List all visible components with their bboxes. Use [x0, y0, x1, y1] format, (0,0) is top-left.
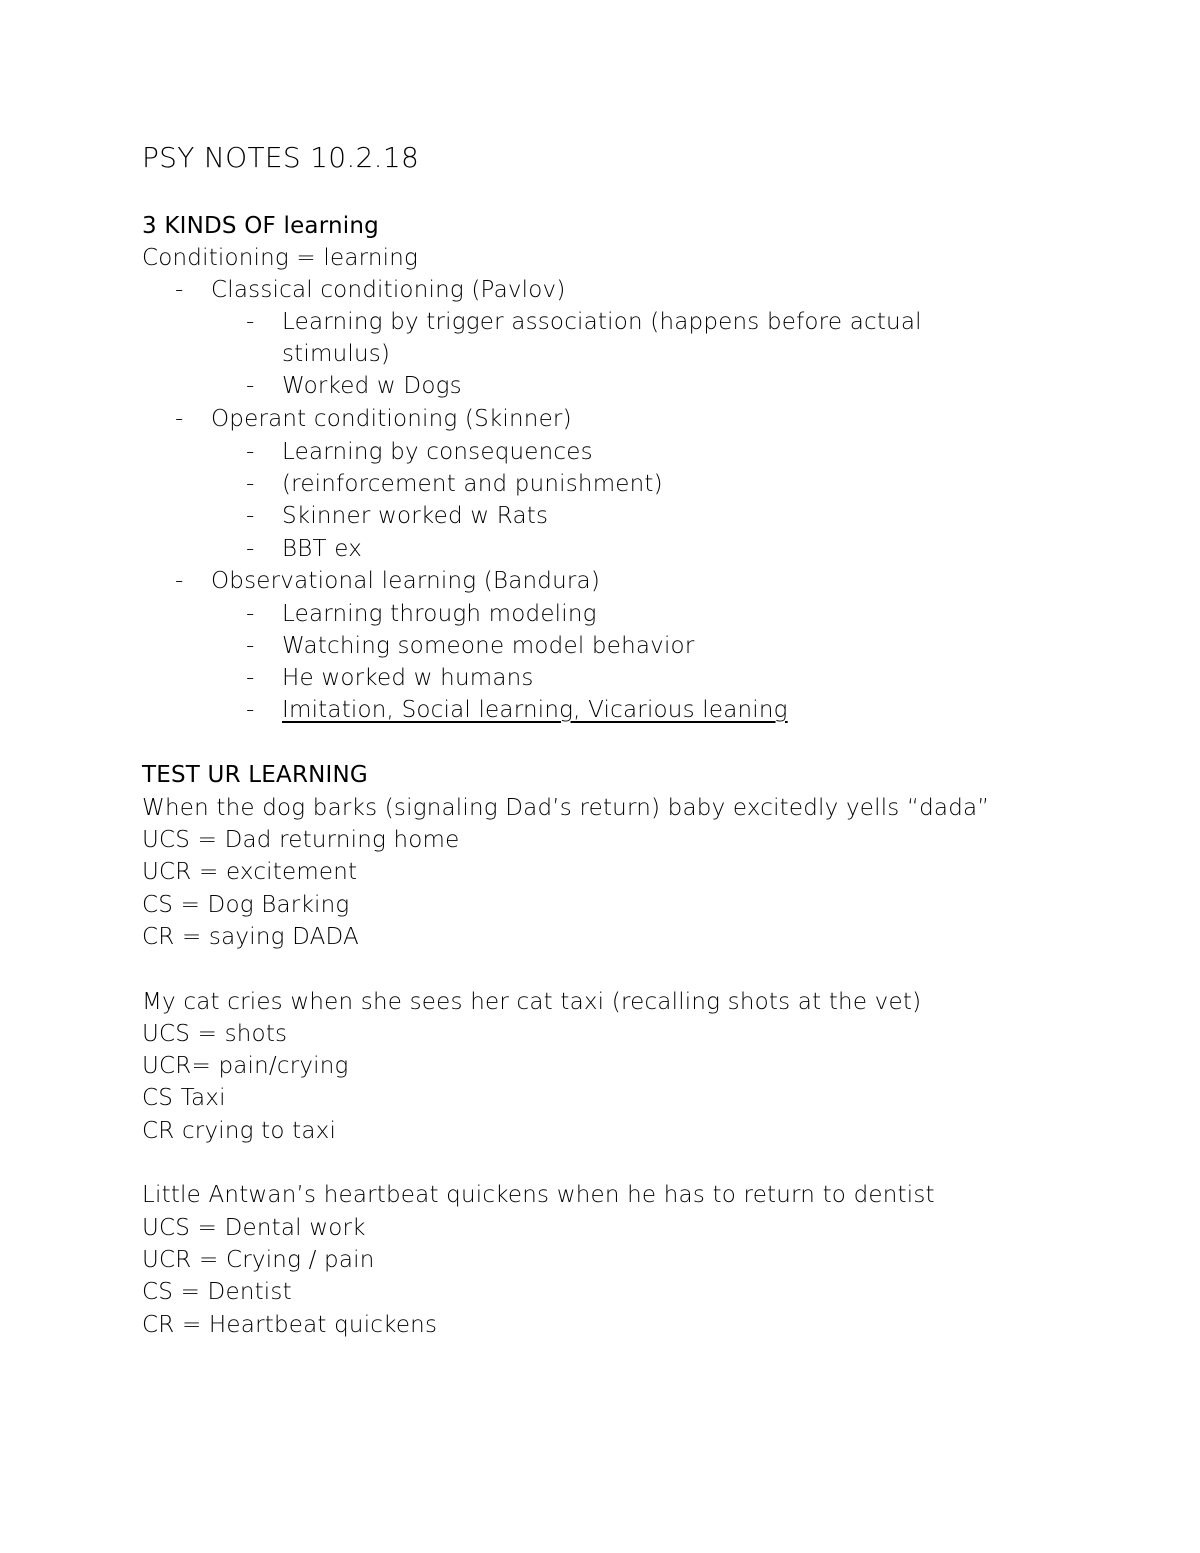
example-cr: CR = Heartbeat quickens: [142, 1312, 438, 1338]
sub-item-label: Skinner worked w Rats: [282, 503, 549, 529]
dash-bullet: -: [246, 601, 255, 627]
list-item-label: Observational learning (Bandura): [211, 568, 600, 594]
dash-bullet: -: [246, 309, 255, 335]
list-item-label: Classical conditioning (Pavlov): [211, 277, 566, 303]
dash-bullet: -: [246, 503, 255, 529]
example-cs: CS Taxi: [142, 1085, 226, 1111]
dash-bullet: -: [246, 536, 255, 562]
dash-bullet: -: [246, 471, 255, 497]
sub-item-label: BBT ex: [282, 536, 363, 562]
example-prompt: When the dog barks (signaling Dad’s return) baby excitedly yells “dada”: [142, 795, 990, 821]
sub-item: [0, 306, 1200, 338]
example-cr: CR = saying DADA: [142, 924, 359, 950]
sub-item: [0, 630, 1200, 662]
dash-bullet: -: [246, 633, 255, 659]
intro-line: Conditioning = learning: [142, 245, 419, 271]
list-item-operant: [0, 403, 1200, 435]
list-item-observational: [0, 565, 1200, 597]
sub-item-continued: [0, 338, 1200, 370]
example-ucs: UCS = shots: [142, 1021, 288, 1047]
sub-item-label: Worked w Dogs: [282, 373, 462, 399]
section-heading-test: TEST UR LEARNING: [142, 762, 368, 788]
dash-bullet: -: [175, 406, 184, 432]
example-cs: CS = Dog Barking: [142, 892, 350, 918]
sub-item: [0, 468, 1200, 500]
sub-item-label: (reinforcement and punishment): [282, 471, 663, 497]
example-ucr: UCR= pain/crying: [142, 1053, 349, 1079]
sub-item-label-underlined: Imitation, Social learning, Vicarious leaning: [282, 697, 788, 723]
example-ucr: UCR = Crying / pain: [142, 1247, 375, 1273]
example-prompt: Little Antwan’s heartbeat quickens when he has to return to dentist: [142, 1182, 935, 1208]
section-heading-kinds: 3 KINDS OF learning: [142, 213, 379, 239]
page-title: PSY NOTES 10.2.18: [142, 141, 420, 174]
example-prompt: My cat cries when she sees her cat taxi (recalling shots at the vet): [142, 989, 922, 1015]
sub-item-label: Learning through modeling: [282, 601, 597, 627]
sub-item: [0, 662, 1200, 694]
example-cr: CR crying to taxi: [142, 1118, 337, 1144]
list-item-classical: [0, 274, 1200, 306]
sub-item-label: stimulus): [282, 341, 391, 367]
dash-bullet: -: [175, 568, 184, 594]
dash-bullet: -: [175, 277, 184, 303]
sub-item: [0, 533, 1200, 565]
list-item-label: Operant conditioning (Skinner): [211, 406, 572, 432]
example-cs: CS = Dentist: [142, 1279, 292, 1305]
example-ucs: UCS = Dental work: [142, 1215, 366, 1241]
example-ucs: UCS = Dad returning home: [142, 827, 460, 853]
sub-item: [0, 500, 1200, 532]
sub-item-label: Learning by consequences: [282, 439, 593, 465]
sub-item-label: Learning by trigger association (happens before actual: [282, 309, 922, 335]
dash-bullet: -: [246, 665, 255, 691]
sub-item-label: He worked w humans: [282, 665, 534, 691]
sub-item: [0, 598, 1200, 630]
sub-item: [0, 694, 1200, 726]
dash-bullet: -: [246, 439, 255, 465]
sub-item: [0, 370, 1200, 402]
dash-bullet: -: [246, 373, 255, 399]
dash-bullet: -: [246, 697, 255, 723]
sub-item-label: Watching someone model behavior: [282, 633, 695, 659]
example-ucr: UCR = excitement: [142, 859, 358, 885]
sub-item: [0, 436, 1200, 468]
